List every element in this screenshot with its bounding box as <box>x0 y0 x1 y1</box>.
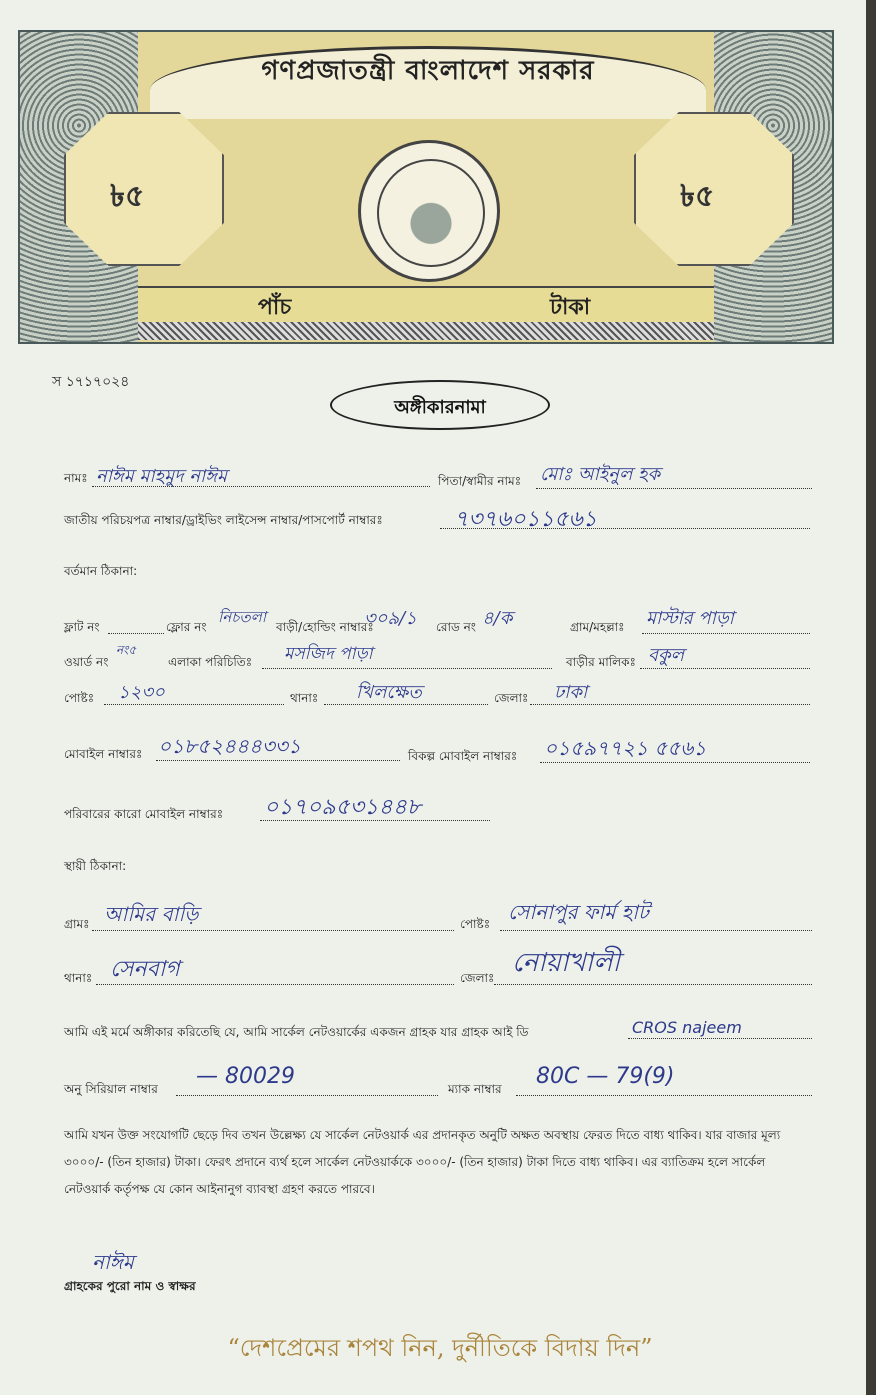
thana-label: থানাঃ <box>290 691 319 705</box>
floor-value: নিচতলা <box>218 608 267 626</box>
p-thana-label: থানাঃ <box>64 971 93 985</box>
alt-mobile-label: বিকল্প মোবাইল নাম্বারঃ <box>408 749 518 763</box>
pledge-paragraph: আমি যখন উক্ত সংযোগটি ছেড়ে দিব তখন উল্লেক্ষ্য যে সার্কেল নেটওয়ার্ক এর প্রদানকৃত অনুটি অক্ষত অবস্থায় ফেরত দিতে বাধ্য থাকিব। যার বাজার মূল্য ৩০০০/- (তিন হাজার) টাকা। ফেরৎ প্রদানে ব্যর্থ হলে সার্কেল নেটওয়ার্ককে ৩০০০/- (তিন হাজার) টাকা দিতে বাধ্য থাকিব। এর ব্যাতিক্রম হলে সার্কেল নেটওয়ার্ক কর্তৃপক্ষ যে কোন আইনানুগ ব্যাবস্থা গ্রহণ করতে পারবে। <box>64 1128 781 1196</box>
owner-value: বকুল <box>648 645 685 666</box>
mobile-value: ০১৮৫২৪৪৪৩৩১ <box>158 734 301 758</box>
p-village-value: আমির বাড়ি <box>104 902 199 926</box>
national-emblem-icon <box>358 140 500 282</box>
mobile-label: মোবাইল নাম্বারঃ <box>64 747 143 761</box>
stamp-banner-text: গণপ্রজাতন্ত্রী বাংলাদেশ সরকার <box>261 56 595 86</box>
p-district-value: নোয়াখালী <box>512 948 620 978</box>
nid-label: জাতীয় পরিচয়পত্র নাম্বার/ড্রাইভিং লাইসেন্স নাম্বার/পাসপোর্ট নাম্বারঃ <box>64 513 383 527</box>
post-label: পোষ্টঃ <box>64 691 95 705</box>
village-label: গ্রাম/মহল্লাঃ <box>570 620 625 634</box>
stamp-word-left: পাঁচ <box>258 295 292 320</box>
background-edge <box>866 0 876 1395</box>
page-title: অঙ্গীকারনামা <box>394 397 486 418</box>
present-address-label: বর্তমান ঠিকানা: <box>64 564 138 578</box>
customer-id-line <box>628 1038 812 1039</box>
serial-value: — 80029 <box>196 1064 295 1089</box>
name-label: নামঃ <box>64 471 88 485</box>
village-value: মাস্টার পাড়া <box>646 608 734 629</box>
stamp-word-right: টাকা <box>550 295 591 320</box>
p-post-label: পোষ্টঃ <box>460 917 491 931</box>
ward-label: ওয়ার্ড নং <box>64 655 109 669</box>
family-mobile-label: পরিবারের কারো মোবাইল নাম্বারঃ <box>64 807 224 821</box>
pledge-line1: আমি এই মর্মে অঙ্গীকার করিতেছি যে, আমি সার্কেল নেটওয়ার্কের একজন গ্রাহক যার গ্রাহক আই ডি <box>64 1025 529 1039</box>
thana-value: খিলক্ষেত <box>356 682 422 703</box>
stamp-serial: স ১৭১৭০২৪ <box>52 374 130 390</box>
emblem-inner-icon <box>377 159 485 267</box>
ward-value: নং৫ <box>116 643 137 657</box>
house-value: ৩০৯/১ <box>364 608 417 629</box>
p-thana-value: সেনবাগ <box>110 957 180 982</box>
stamp-hatch <box>138 322 714 340</box>
signature-value: নাঈম <box>92 1250 134 1274</box>
serial-label: অনু সিরিয়াল নাম্বার <box>64 1082 158 1096</box>
family-mobile-value: ০১৭০৯৫৩১৪৪৮ <box>264 795 422 820</box>
district-label: জেলাঃ <box>494 691 529 705</box>
flat-label: ফ্লাট নং <box>64 620 100 634</box>
revenue-stamp <box>18 30 834 344</box>
mac-label: ম্যাক নাম্বার <box>448 1082 502 1096</box>
floor-label: ফ্লোর নং <box>166 620 207 634</box>
value-right: ৳৫ <box>680 179 715 214</box>
mac-value: 80C — 79(9) <box>536 1064 675 1089</box>
nid-value: ৭৩৭৬০১১৫৬১ <box>454 507 597 532</box>
permanent-address-label: স্থায়ী ঠিকানা: <box>64 859 127 873</box>
value-left: ৳৫ <box>110 179 145 214</box>
father-label: পিতা/স্বামীর নামঃ <box>438 474 522 488</box>
owner-label: বাড়ীর মালিকঃ <box>566 655 636 669</box>
area-label: এলাকা পরিচিতিঃ <box>168 655 253 669</box>
father-value: মোঃ আইনুল হক <box>540 464 661 485</box>
post-value: ১২৩০ <box>118 682 165 703</box>
flat-line <box>108 633 164 634</box>
slogan: “দেশপ্রেমের শপথ নিন, দুর্নীতিকে বিদায় দিন” <box>227 1334 653 1362</box>
signature-label: গ্রাহকের পুরো নাম ও স্বাক্ষর <box>64 1279 196 1293</box>
p-village-label: গ্রামঃ <box>64 917 90 931</box>
name-value: নাঈম মাহমুদ নাঈম <box>96 466 227 487</box>
p-post-value: সোনাপুর ফার্ম হাট <box>508 900 649 924</box>
customer-id-value: CROS najeem <box>632 1018 742 1037</box>
alt-mobile-value: ০১৫৯৭৭২১ ৫৫৬১ <box>544 736 707 760</box>
road-value: ৪/ক <box>482 608 513 629</box>
stamp-value-band <box>138 286 714 324</box>
p-district-label: জেলাঃ <box>460 971 495 985</box>
house-label: বাড়ী/হোল্ডিং নাম্বারঃ <box>276 620 374 634</box>
area-value: মসজিদ পাড়া <box>284 644 373 664</box>
mac-line <box>516 1095 812 1096</box>
district-value: ঢাকা <box>554 682 588 703</box>
serial-line <box>176 1095 438 1096</box>
road-label: রোড নং <box>436 620 476 634</box>
